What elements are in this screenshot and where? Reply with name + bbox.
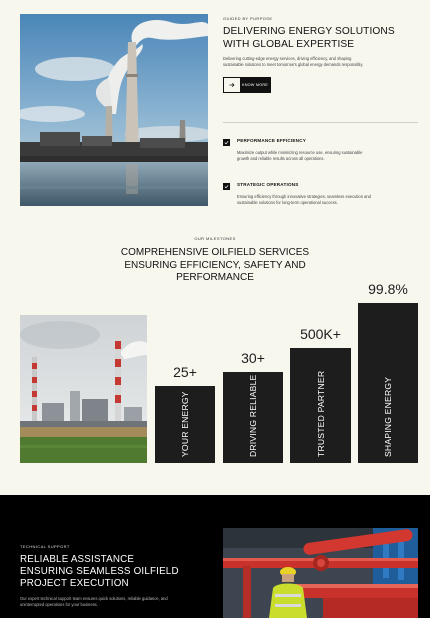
intro-section — [0, 0, 430, 232]
support-heading-line-2: ENSURING SEAMLESS OILFIELD — [20, 566, 179, 578]
know-more-label: KNOW MORE — [240, 78, 270, 92]
refinery-photo — [20, 315, 147, 463]
milestones-heading — [100, 247, 330, 285]
support-description: Our expert technical support team ensures quick solutions, reliable guidance, and uninterrupted operations for your business. — [20, 596, 168, 607]
intro-divider — [223, 122, 418, 123]
milestones-eyebrow: OUR MILESTONES — [194, 236, 236, 241]
check-icon — [223, 139, 230, 146]
stat-value: 30+ — [241, 350, 265, 366]
intro-description: Delivering cutting-edge energy services, driving efficiency, and shaping sustainable solutions to meet tomorrow's global energy demands responsibly. — [223, 56, 364, 67]
stat-value: 99.8% — [368, 281, 408, 297]
stat-label: DRIVING RELIABLE — [248, 374, 258, 457]
know-more-button[interactable] — [223, 77, 271, 93]
intro-eyebrow: GUIDED BY PURPOSE — [223, 16, 273, 21]
feature-text-strategic: Ensuring efficiency through innovative strategies, seamless execution and sustainable solutions for long-term operational success. — [237, 194, 371, 205]
stat-label: SHAPING ENERGY — [383, 376, 393, 457]
stat-bar — [358, 303, 418, 463]
feature-title-performance: PERFORMANCE EFFICIENCY — [237, 138, 306, 143]
feature-text-performance: Maximize output while minimizing resource use, ensuring sustainable growth and reliable results across all operations. — [237, 150, 363, 161]
milestones-heading-line-1: COMPREHENSIVE OILFIELD SERVICES — [120, 247, 310, 258]
intro-heading-line-1: DELIVERING ENERGY SOLUTIONS — [223, 26, 395, 37]
stat-bar — [223, 372, 283, 463]
stat-bar — [155, 386, 215, 463]
support-heading — [20, 554, 210, 591]
power-plant-photo — [20, 14, 208, 206]
feature-title-strategic: STRATEGIC OPERATIONS — [237, 182, 299, 187]
intro-heading — [223, 26, 413, 51]
milestones-heading-line-3: PERFORMANCE — [176, 272, 254, 284]
intro-heading-line-2: WITH GLOBAL EXPERTISE — [223, 38, 355, 50]
support-eyebrow: TECHNICAL SUPPORT — [20, 544, 70, 549]
stat-value: 500K+ — [300, 326, 341, 342]
support-heading-line-1: RELIABLE ASSISTANCE — [20, 554, 135, 565]
support-heading-line-3: PROJECT EXECUTION — [20, 578, 129, 590]
stat-value: 25+ — [173, 364, 197, 380]
stat-bar — [290, 348, 351, 463]
check-icon — [223, 183, 230, 190]
stat-label: TRUSTED PARTNER — [315, 370, 326, 457]
arrow-right-icon — [224, 78, 240, 92]
milestones-heading-line-2: ENSURING EFFICIENCY, SAFETY AND — [124, 259, 306, 271]
technician-photo — [223, 528, 418, 618]
stat-label: YOUR ENERGY — [180, 391, 190, 457]
